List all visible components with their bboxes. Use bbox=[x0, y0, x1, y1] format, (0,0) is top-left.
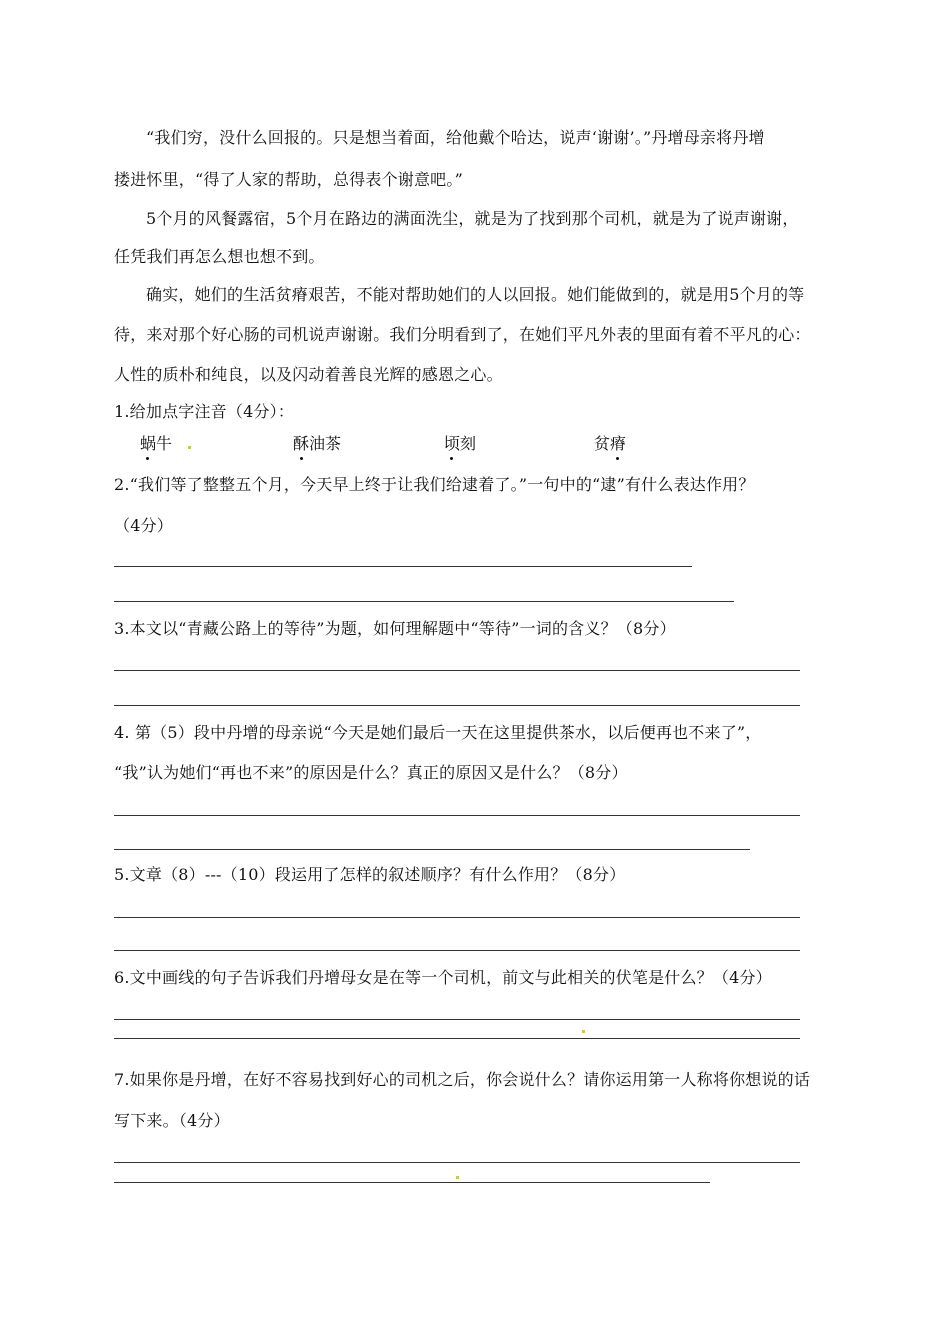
passage-line-6: 待，来对那个好心肠的司机说声谢谢。我们分明看到了，在她们平凡外表的里面有着不平凡的心： bbox=[114, 325, 811, 344]
scan-speck bbox=[582, 1030, 585, 1033]
question-2-line-1: 2.“我们等了整整五个月，今天早上终于让我们给逮着了。”一句中的“逮”有什么表达作用？ bbox=[114, 475, 755, 494]
q1-word-1: 蜗牛 bbox=[140, 434, 173, 453]
answer-line[interactable] bbox=[114, 705, 800, 706]
answer-line[interactable] bbox=[114, 1038, 800, 1039]
answer-line[interactable] bbox=[114, 917, 800, 918]
question-4-line-2: “我”认为她们“再也不来”的原因是什么？真正的原因又是什么？（8分） bbox=[114, 763, 628, 782]
emphasis-dot bbox=[300, 457, 303, 460]
scan-speck bbox=[188, 446, 191, 449]
answer-line[interactable] bbox=[114, 601, 734, 602]
passage-line-5: 确实，她们的生活贫瘠艰苦，不能对帮助她们的人以回报。她们能做到的，就是用5个月的等 bbox=[146, 285, 805, 304]
answer-line[interactable] bbox=[114, 1182, 710, 1183]
answer-line[interactable] bbox=[114, 670, 800, 671]
answer-line[interactable] bbox=[114, 1162, 800, 1163]
answer-line[interactable] bbox=[114, 950, 800, 951]
q1-word-3: 顷刻 bbox=[444, 434, 477, 453]
emphasis-dot bbox=[146, 457, 149, 460]
answer-line[interactable] bbox=[114, 849, 750, 850]
question-5: 5.文章（8）---（10）段运用了怎样的叙述顺序？有什么作用？（8分） bbox=[114, 865, 626, 884]
question-4-line-1: 4. 第（5）段中丹增的母亲说“今天是她们最后一天在这里提供茶水，以后便再也不来了”， bbox=[114, 723, 762, 742]
question-2-line-2: （4分） bbox=[114, 516, 173, 535]
scan-speck bbox=[456, 1176, 459, 1179]
q1-word-4: 贫瘠 bbox=[594, 434, 627, 453]
question-6: 6.文中画线的句子告诉我们丹增母女是在等一个司机，前文与此相关的伏笔是什么？（4分） bbox=[114, 968, 772, 987]
question-1: 1.给加点字注音（4分）： bbox=[114, 402, 295, 421]
emphasis-dot bbox=[616, 457, 619, 460]
passage-line-2: 搂进怀里，“得了人家的帮助，总得表个谢意吧。” bbox=[114, 170, 463, 189]
q1-word-2: 酥油茶 bbox=[293, 434, 342, 453]
answer-line[interactable] bbox=[114, 815, 800, 816]
answer-line[interactable] bbox=[114, 566, 692, 567]
passage-line-7: 人性的质朴和纯良，以及闪动着善良光辉的感恩之心。 bbox=[114, 365, 503, 384]
emphasis-dot bbox=[450, 457, 453, 460]
question-7-line-2: 写下来。（4分） bbox=[114, 1111, 230, 1130]
passage-line-1: “我们穷，没什么回报的。只是想当着面，给他戴个哈达，说声‘谢谢’。”丹增母亲将丹增 bbox=[146, 128, 765, 147]
question-7-line-1: 7.如果你是丹增，在好不容易找到好心的司机之后，你会说什么？请你运用第一人称将你想说的话 bbox=[114, 1070, 811, 1089]
passage-line-4: 任凭我们再怎么想也想不到。 bbox=[114, 247, 325, 266]
question-3: 3.本文以“青藏公路上的等待”为题，如何理解题中“等待”一词的含义？（8分） bbox=[114, 619, 676, 638]
answer-line[interactable] bbox=[114, 1019, 800, 1020]
passage-line-3: 5个月的风餐露宿，5个月在路边的满面洗尘，就是为了找到那个司机，就是为了说声谢谢， bbox=[146, 209, 799, 228]
